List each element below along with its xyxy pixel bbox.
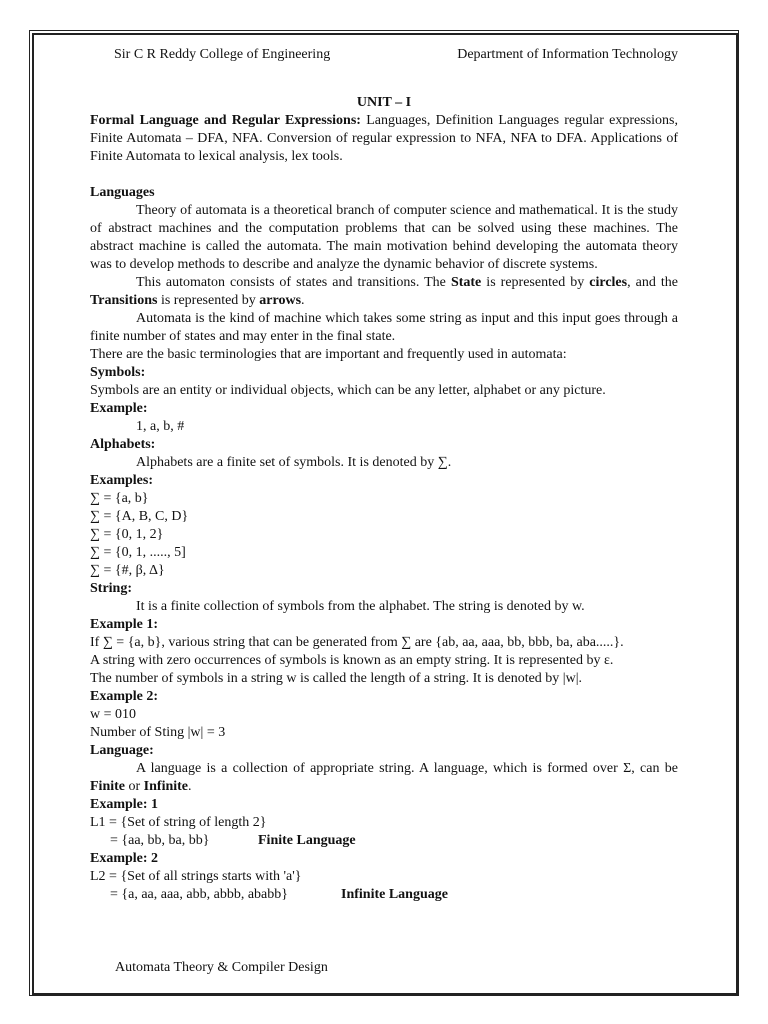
- language-ex1-line1: L1 = {Set of string of length 2}: [90, 815, 267, 830]
- infinite-language-label: Infinite Language: [341, 887, 448, 902]
- alphabet-example: ∑ = {0, 1, 2}: [90, 527, 164, 542]
- text-run: A language is a collection of appropriate string. A language, which is formed over Σ, can be: [136, 761, 678, 776]
- language-text: [90, 760, 678, 796]
- text-run: .: [301, 293, 305, 308]
- string-example1-line: The number of symbols in a string w is called the length of a string. It is denoted by |w|.: [90, 671, 583, 686]
- string-example1-line: A string with zero occurrences of symbols is known as an empty string. It is represented by ε.: [90, 653, 614, 668]
- syllabus-text: Languages, Definition Languages regular expressions, Finite Automata – DFA, NFA. Conversion of regular expression to NFA, NFA to DFA. Applications of Finite Automata to lexical analysis, lex tools.: [90, 113, 678, 164]
- language-heading: Language:: [90, 743, 154, 758]
- string-example2-heading: Example 2:: [90, 689, 159, 704]
- term-arrows: arrows: [259, 293, 302, 308]
- language-ex2-line1: L2 = {Set of all strings starts with 'a'}: [90, 869, 302, 884]
- syllabus-paragraph: [90, 112, 678, 166]
- text-run: , and the: [627, 275, 678, 290]
- string-example1-line: If ∑ = {a, b}, various string that can be generated from ∑ are {ab, aa, aaa, bb, bbb, ba, aba.....}.: [90, 635, 624, 650]
- string-text: It is a finite collection of symbols from the alphabet. The string is denoted by w.: [136, 599, 585, 614]
- text-run: is represented by: [157, 293, 260, 308]
- languages-para-4: There are the basic terminologies that are important and frequently used in automata:: [90, 347, 567, 362]
- header-college: Sir C R Reddy College of Engineering: [114, 47, 331, 62]
- languages-heading: Languages: [90, 185, 155, 200]
- page-footer: Automata Theory & Compiler Design: [115, 960, 328, 975]
- alphabets-text: Alphabets are a finite set of symbols. It is denoted by ∑.: [136, 455, 452, 470]
- text-run: .: [188, 779, 192, 794]
- language-ex1-line2: = {aa, bb, ba, bb}: [110, 833, 210, 848]
- text-run: or: [125, 779, 144, 794]
- alphabet-example: ∑ = {a, b}: [90, 491, 149, 506]
- language-ex2-line2-row: [90, 886, 678, 904]
- term-finite: Finite: [90, 779, 125, 794]
- alphabet-example: ∑ = {A, B, C, D}: [90, 509, 189, 524]
- languages-para-3: Automata is the kind of machine which takes some string as input and this input goes through a finite number of states and may enter in the final state.: [90, 311, 678, 344]
- document-page: [90, 46, 678, 904]
- term-infinite: Infinite: [143, 779, 189, 794]
- alphabets-examples-heading: Examples:: [90, 473, 153, 488]
- term-transitions: Transitions: [90, 293, 158, 308]
- string-example2-line: Number of Sting |w| = 3: [90, 725, 226, 740]
- symbols-text: Symbols are an entity or individual objects, which can be any letter, alphabet or any picture.: [90, 383, 606, 398]
- term-circles: circles: [589, 275, 628, 290]
- symbols-example: 1, a, b, #: [136, 419, 185, 434]
- string-example2-line: w = 010: [90, 707, 137, 722]
- unit-title: UNIT – I: [356, 95, 412, 110]
- language-ex1-heading: Example: 1: [90, 797, 159, 812]
- languages-para-2: [90, 274, 678, 310]
- language-ex1-line2-row: [90, 832, 678, 850]
- language-ex2-heading: Example: 2: [90, 851, 159, 866]
- language-ex2-line2: = {a, aa, aaa, abb, abbb, ababb}: [110, 887, 288, 902]
- alphabets-heading: Alphabets:: [90, 437, 156, 452]
- syllabus-label: Formal Language and Regular Expressions:: [90, 113, 361, 128]
- symbols-example-heading: Example:: [90, 401, 148, 416]
- term-state: State: [450, 275, 482, 290]
- text-run: This automaton consists of states and transitions. The: [136, 275, 451, 290]
- page-header: [90, 46, 678, 64]
- alphabet-example: ∑ = {#, β, Δ}: [90, 563, 165, 578]
- symbols-heading: Symbols:: [90, 365, 146, 380]
- header-department: Department of Information Technology: [457, 47, 678, 62]
- languages-para-1: Theory of automata is a theoretical branch of computer science and mathematical. It is the study of abstract machines and the computation problems that can be solved using these machines. The abstract machine is called the automata. The main motivation behind developing the automata theory was to develop methods to describe and analyze the dynamic behavior of discrete systems.: [90, 203, 678, 272]
- finite-language-label: Finite Language: [258, 833, 356, 848]
- alphabet-example: ∑ = {0, 1, ....., 5]: [90, 545, 186, 560]
- string-example1-heading: Example 1:: [90, 617, 159, 632]
- string-heading: String:: [90, 581, 132, 596]
- text-run: is represented by: [481, 275, 590, 290]
